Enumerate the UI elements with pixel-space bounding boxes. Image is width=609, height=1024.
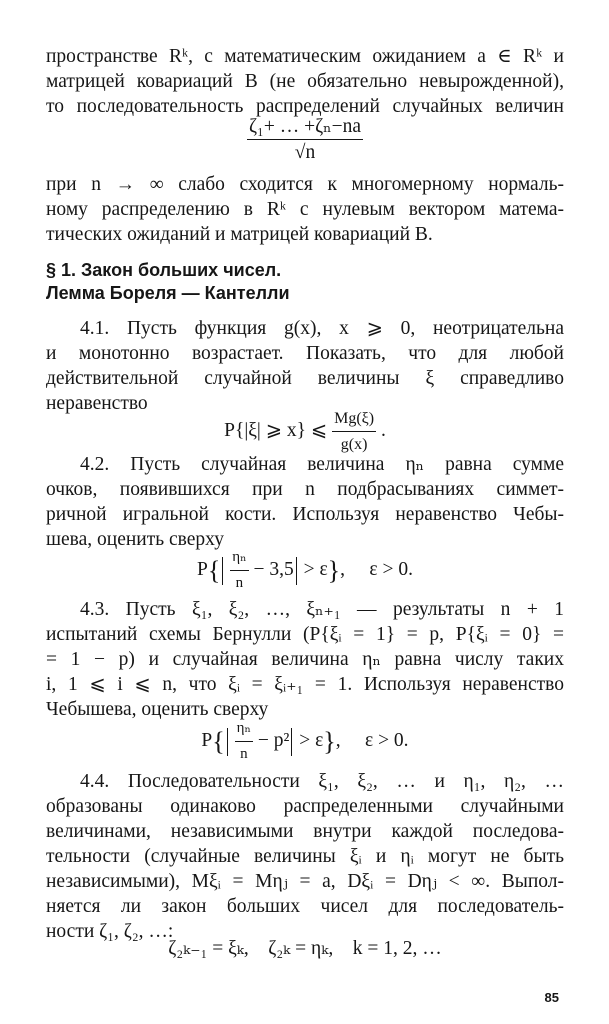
text-line: ричной игральной кости. Используя неравенство Чебы- [46, 504, 564, 525]
formula-sequence: ζ₂ₖ₋₁ = ξₖ, ζ₂ₖ = ηₖ, k = 1, 2, … [168, 938, 442, 959]
fraction-numerator: Mg(ξ) [332, 406, 376, 432]
problem-4-3-line: 4.3. Пусть ξ₁, ξ₂, …, ξₙ₊₁ — результаты n + 1 [80, 599, 564, 620]
problem-4-4-line: 4.4. Последовательности ξ₁, ξ₂, … и η₁, η₂, … [80, 771, 564, 792]
text-line: при n → ∞ слабо сходится к многомерному нормаль- [46, 174, 564, 195]
text-line: действительной случайной величины ξ справедливо [46, 368, 564, 389]
text-line: Чебышева, оценить сверху [46, 699, 269, 720]
text-line: тических ожиданий и матрицей ковариаций B. [46, 224, 433, 245]
fraction-numerator: ηₙ [230, 545, 248, 571]
text-line: очков, появившихся при n подбрасываниях симмет- [46, 479, 564, 500]
text-line: независимыми), Mξᵢ = Mηⱼ = a, Dξᵢ = Dηⱼ < ∞. Выпол- [46, 871, 564, 892]
text-line: образованы одинаково распределенными случайными [46, 796, 564, 817]
text-line: матрицей ковариаций B (не обязательно невырожденной), [46, 71, 564, 92]
text-line: величинами, независимыми внутри каждой последова- [46, 821, 564, 842]
text-line: ности ζ₁, ζ₂, …: [46, 921, 174, 942]
formula-condition: ε > 0. [365, 729, 409, 751]
formula-condition: ε > 0. [369, 558, 413, 580]
formula-p: P [197, 558, 208, 580]
problem-4-2-line: 4.2. Пусть случайная величина ηₙ равна сумме [80, 454, 564, 475]
text-line: и монотонно возрастает. Показать, что для любой [46, 343, 564, 364]
text-line: няется ли закон больших чисел для последователь- [46, 896, 564, 917]
section-subtitle: Лемма Бореля — Кантелли [46, 283, 290, 303]
formula-fraction [46, 114, 564, 165]
formula-right: > ε [303, 558, 328, 580]
section-title: § 1. Закон больших чисел. [46, 260, 282, 280]
problem-4-1-line: 4.1. Пусть функция g(x), x ⩾ 0, неотрицательна [80, 318, 564, 339]
formula-chebyshev: P{ $\frac{\text{ηₙ}}{n}$ − 3,5 > ε}, ε > 0. [46, 545, 564, 596]
fraction-denominator: n [235, 575, 244, 591]
text-line: ному распределению в Rᵏ с нулевым вектором матема- [46, 199, 564, 220]
text-line: шева, оценить сверху [46, 529, 224, 550]
formula-mid: − p² [257, 729, 290, 751]
text-line: испытаний схемы Бернулли (P{ξᵢ = 1} = p, P{ξᵢ = 0} = [46, 624, 564, 645]
formula-right: > ε [299, 729, 324, 751]
fraction-numerator: ζ₁+ … +ζₙ−na [247, 114, 363, 140]
fraction-denominator: n [240, 746, 248, 762]
text-line: то последовательность распределений случайных величин [46, 96, 564, 117]
fraction-denominator: √n [294, 142, 316, 163]
text-line: = 1 − p) и случайная величина ηₙ равна числу таких [46, 649, 564, 670]
text-line: тельности (случайные величины ξᵢ и ηᵢ могут не быть [46, 846, 564, 867]
formula-p: P [201, 729, 213, 751]
text-line: i, 1 ⩽ i ⩽ n, что ξᵢ = ξᵢ₊₁ = 1. Используя неравенство [46, 674, 564, 695]
formula-inequality [46, 406, 564, 457]
formula-left: P{|ξ| ⩾ x} ⩽ [224, 419, 328, 441]
fraction-numerator: ηₙ [235, 716, 253, 742]
formula-chebyshev-bernoulli: P{ $\frac{\text{ηₙ}}{n}$ − p² > ε}, ε > 0. [46, 716, 564, 767]
formula-end: . [381, 419, 386, 441]
text-line: неравенство [46, 393, 148, 414]
text-line: пространстве Rᵏ, с математическим ожиданием a ∈ Rᵏ и [46, 46, 564, 67]
formula-mid: − 3,5 [253, 558, 294, 580]
page-number: 85 [544, 990, 559, 1005]
fraction-denominator: g(x) [340, 436, 368, 453]
